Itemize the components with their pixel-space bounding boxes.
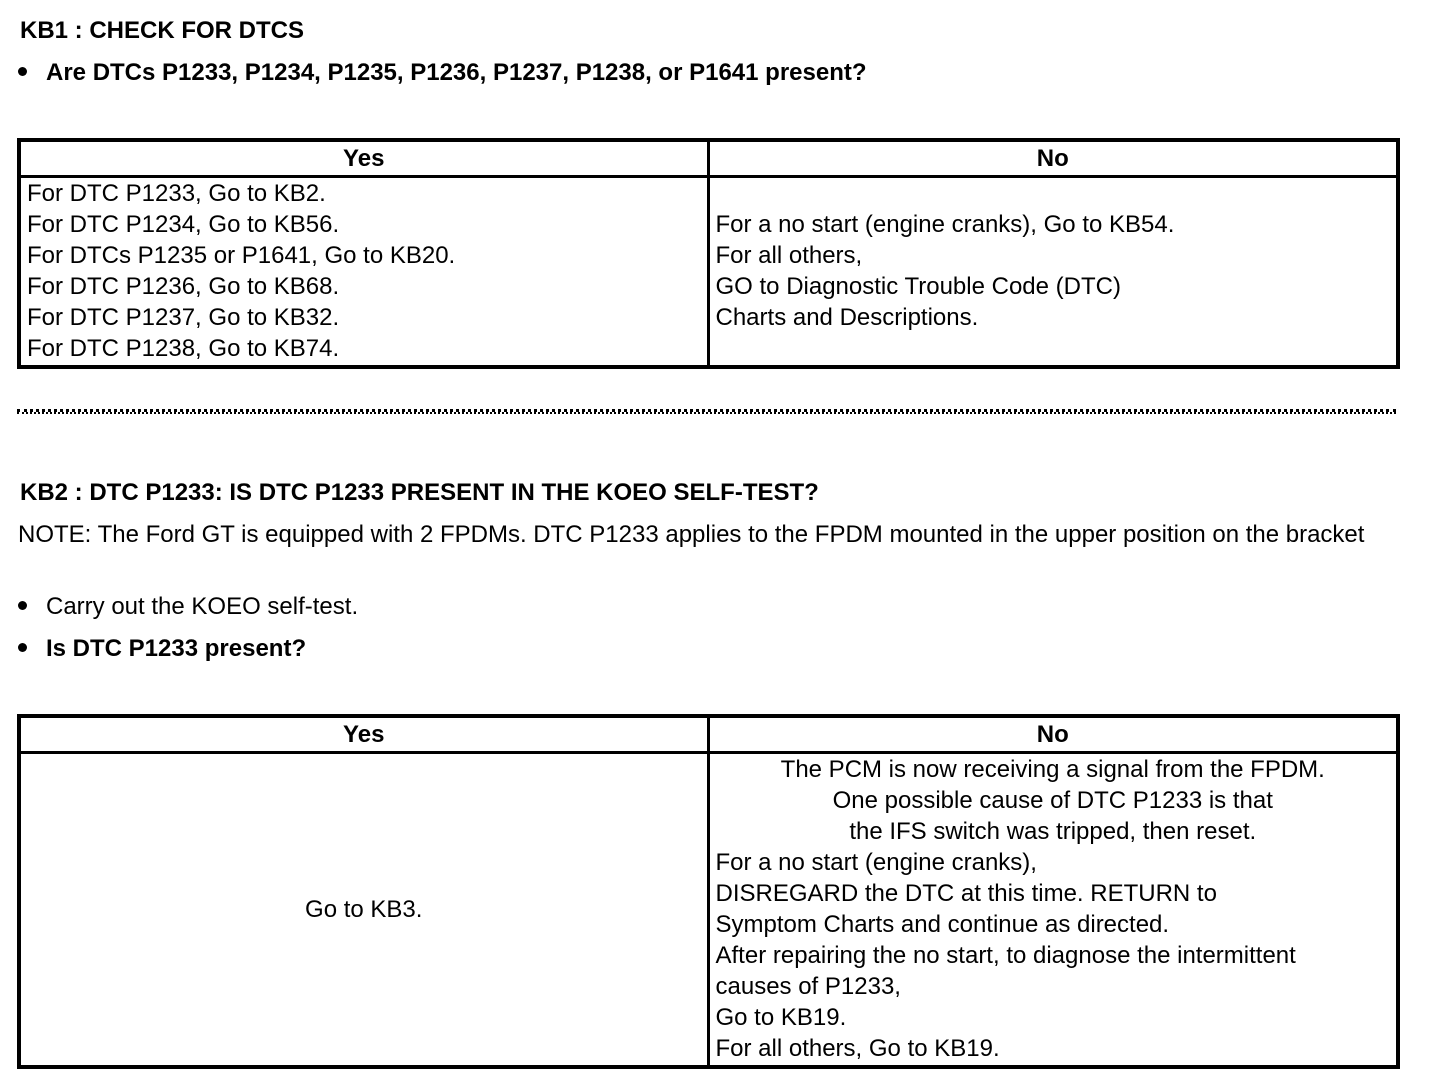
kb1-no-header: No — [708, 140, 1398, 177]
bullet-icon — [18, 601, 27, 610]
kb2-no-cell — [708, 753, 1398, 1067]
kb2-question — [18, 635, 306, 663]
kb1-yes-line: For DTC P1237, Go to KB32. — [27, 304, 340, 331]
kb1-yes-line: For DTC P1234, Go to KB56. — [27, 211, 340, 238]
kb2-no-line: DISREGARD the DTC at this time. RETURN to — [715, 880, 1217, 907]
kb2-yes-no-table — [17, 714, 1400, 1069]
kb2-no-centered-line: the IFS switch was tripped, then reset. — [849, 818, 1257, 845]
kb1-yes-line: For DTC P1238, Go to KB74. — [27, 335, 340, 362]
kb1-no-cell — [708, 177, 1398, 367]
kb1-no-line: For all others, — [715, 242, 863, 270]
kb2-no-line: For a no start (engine cranks), — [715, 849, 1037, 876]
kb1-no-line: For a no start (engine cranks), Go to KB54. — [715, 211, 1175, 239]
kb1-yes-line: For DTC P1233, Go to KB2. — [27, 180, 326, 207]
kb2-step — [18, 593, 358, 621]
kb1-question-text: Are DTCs P1233, P1234, P1235, P1236, P1237, P1238, or P1641 present? — [46, 59, 867, 86]
kb1-question — [18, 59, 867, 87]
kb1-heading: KB1 : CHECK FOR DTCS — [20, 17, 305, 44]
bullet-icon — [18, 643, 27, 652]
bullet-icon — [18, 67, 27, 76]
kb2-no-line: causes of P1233, — [715, 973, 901, 1000]
kb1-yes-header: Yes — [19, 140, 708, 177]
kb1-no-line: Charts and Descriptions. — [715, 304, 979, 332]
kb1-yes-line: For DTCs P1235 or P1641, Go to KB20. — [27, 242, 456, 269]
kb2-no-line: After repairing the no start, to diagnose the intermittent — [715, 942, 1296, 969]
kb2-no-line: For all others, Go to KB19. — [715, 1035, 1000, 1062]
kb2-step-text: Carry out the KOEO self-test. — [46, 593, 359, 620]
kb2-note: NOTE: The Ford GT is equipped with 2 FPDMs. DTC P1233 applies to the FPDM mounted in the upper position on the bracket — [18, 521, 1365, 548]
kb1-no-line: GO to Diagnostic Trouble Code (DTC) — [715, 273, 1121, 301]
kb2-heading: KB2 : DTC P1233: IS DTC P1233 PRESENT IN THE KOEO SELF-TEST? — [20, 479, 819, 506]
kb1-yes-line: For DTC P1236, Go to KB68. — [27, 273, 340, 300]
kb2-yes-header: Yes — [19, 716, 708, 753]
kb1-yes-no-table — [17, 138, 1400, 369]
kb2-yes-text: Go to KB3. — [305, 895, 423, 923]
kb2-yes-cell — [19, 753, 708, 1067]
kb2-no-line: Symptom Charts and continue as directed. — [715, 911, 1170, 938]
kb2-no-line: Go to KB19. — [715, 1004, 847, 1031]
kb1-yes-cell — [19, 177, 708, 367]
section-divider — [17, 409, 1396, 414]
kb2-question-text: Is DTC P1233 present? — [46, 635, 307, 662]
kb2-no-centered-line: One possible cause of DTC P1233 is that — [832, 787, 1273, 814]
kb2-no-centered-line: The PCM is now receiving a signal from the FPDM. — [780, 756, 1325, 783]
kb2-no-header: No — [708, 716, 1398, 753]
